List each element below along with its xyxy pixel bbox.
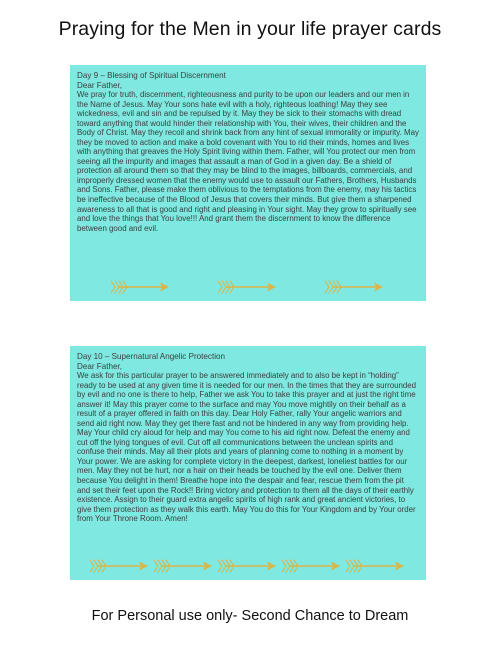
arrow-row	[70, 558, 426, 574]
arrow-icon	[218, 558, 278, 574]
arrow-icon	[282, 558, 342, 574]
arrow-icon	[154, 558, 214, 574]
arrow-row	[70, 279, 426, 295]
card-salutation: Dear Father,	[77, 361, 122, 371]
arrow-icon	[325, 279, 385, 295]
card-body: We pray for truth, discernment, righteousness and purity to be upon our leaders and our men in the Name of Jesus. May Your sons hate evil with a holy, righteous loathing! May they see wickedness, evil and sin and be repulsed by it. May they be sick to their stomachs with dread toward anything that would hinder their relationship with You, their wives, their children and the Body of Christ. May they recoil and shrink back from any hint of sexual immorality or impurity. May they be moved to action and make a bold covenant with You to rid their minds, homes and lives with anything that greaves the Holy Spirit living within them. Father, will You protect our men from seeing all the impurity and images that assault a man of God in a given day. Be a shield of protection all around them so that they may be blind to the images, billboards, commercials, and improperly dressed women that the enemy would use to assault our Fathers, Brothers, Husbands and Sons. Father, please make them oblivious to the temptations from the enemy, may his tactics be ineffective because of the Blood of Jesus that covers their minds. But give them a sharpened awareness to all that is good and right and pleasing in Your sight. May they grow to spiritually see and love the things that You love!!! And grant them the discernment to know the difference between good and evil.	[77, 90, 419, 233]
card-salutation: Dear Father,	[77, 80, 122, 90]
card-heading: Day 10 – Supernatural Angelic Protection	[77, 352, 226, 361]
page-title: Praying for the Men in your life prayer cards	[58, 18, 442, 40]
card-body: We ask for this particular prayer to be answered immediately and to also be kept in “holding” ready to be used at any given time it is needed for our men. In the times that they are surrounded by evil and no one is there to help, Father we ask You to take this prayer and at just the right time answer it! May this prayer come to the surface and may You move mightily on their behalf as a result of a prayer offered in faith on this day. Dear Holy Father, rally Your angelic warriors and send aid right now. May they get there fast and not be hindered in any way from providing help. May Your child cry aloud for help and may You come to his aid right now. Defeat the enemy and cut off the lying tongues of evil. Cut off all communications between the unclean spirits and confuse their minds. May all their plots and years of planning come to nothing in a moment by Your power. We are asking for complete victory in the deepest, darkest, loneliest battles for our men. May they not be hurt, nor a hair on their heads be touched by the evil one. Deliver them because You delight in them! Breathe hope into the despair and fear, rescue them from the pit and set their feet upon the Rock!! Bring victory and protection to them all the days of their earthly existence. Assign to their guard extra angelic spirits of high rank and great ancient victories, to give them protection as they walk this earth. May You do this for Your Kingdom and by Your order from Your Throne Room. Amen!	[77, 371, 417, 524]
prayer-card-day-9	[70, 65, 426, 301]
card-heading: Day 9 – Blessing of Spiritual Discernment	[77, 71, 226, 80]
prayer-card-day-10	[70, 346, 426, 580]
arrow-icon	[90, 558, 150, 574]
arrow-icon	[346, 558, 406, 574]
arrow-icon	[111, 279, 171, 295]
arrow-icon	[218, 279, 278, 295]
page-footer: For Personal use only- Second Chance to Dream	[91, 608, 409, 624]
